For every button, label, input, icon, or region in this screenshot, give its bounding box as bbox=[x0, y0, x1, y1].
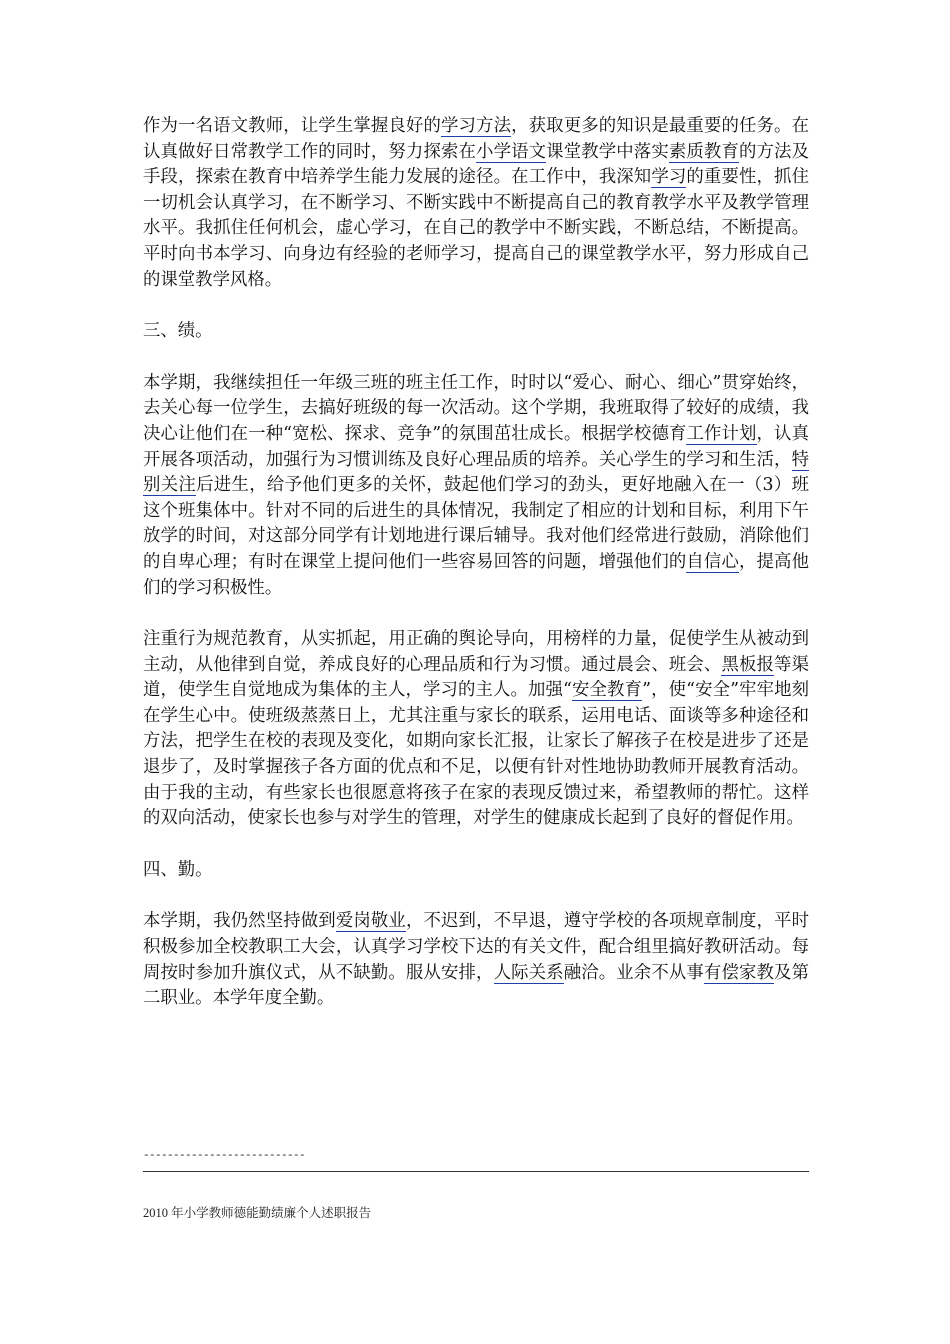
keyword-link[interactable]: 学习方法 bbox=[441, 116, 512, 136]
text-run: 本学期，我仍然坚持做到 bbox=[143, 911, 336, 932]
text-run: 及第二职业。本学年度全勤。 bbox=[143, 962, 809, 1009]
text-run: 作为一名语文教师，让学生掌握良好的 bbox=[143, 116, 441, 136]
keyword-link[interactable]: 自信心 bbox=[686, 551, 739, 572]
keyword-link[interactable]: 黑板报 bbox=[721, 654, 775, 675]
keyword-link[interactable]: 小学语文 bbox=[476, 141, 547, 162]
keyword-link[interactable]: 素质教育 bbox=[668, 141, 739, 162]
text-run: 等渠道，使学生自觉地成为集体的主人，学习的主人。加强“ bbox=[143, 654, 809, 701]
text-run: 课堂教学中落实 bbox=[546, 141, 669, 162]
keyword-link[interactable]: 有偿家教 bbox=[703, 962, 775, 983]
keyword-link[interactable]: 人际关系 bbox=[493, 962, 564, 983]
text-run: 融洽。业余不从事 bbox=[563, 962, 704, 983]
text-run: 后进生，给予他们更多的关怀，鼓起他们学习的劲头，更好地融入在一（3）班这个班集体中。针对不同的后进生的具体情况，我制定了相应的计划和目标，利用下午放学的时间，对这部分同学有计划地进行课后辅导。我对他们经常进行鼓励，消除他们的自卑心理；有时在课堂上提问他们一些容易回答的问题，增强他们的 bbox=[143, 475, 809, 572]
text-run: 的方法及手段，探索在教育中培养学生能力发展的途径。在工作中，我深知 bbox=[143, 141, 809, 188]
text-run: ，不迟到，不早退，遵守学校的各项规章制度，平时积极参加全校教职工大会，认真学习学校下达的有关文件，配合组里搞好教研活动。每周按时参加升旗仪式，从不缺勤。服从安排， bbox=[143, 911, 809, 983]
keyword-link[interactable]: 学习 bbox=[651, 167, 687, 188]
section-heading-diligence: 四、勤。 bbox=[143, 859, 213, 880]
text-run: 注重行为规范教育，从实抓起，用正确的舆论导向，用榜样的力量，促使学生从被动到主动，从他律到自觉，养成良好的心理品质和行为习惯。通过晨会、班会、 bbox=[143, 629, 809, 675]
document-body bbox=[143, 114, 809, 1038]
text-run: ”，使“安全”牢牢地刻在学生心中。使班级蒸蒸日上，尤其注重与家长的联系，运用电话、面谈等多种途径和方法，把学生在校的表现及变化，如期向家长汇报，让家长了解孩子在校是进步了还是退步了，及时掌握孩子各方面的优点和不足，以便有针对性地协助教师开展教育活动。由于我的主动，有些家长也很愿意将孩子在家的表现反馈过来，希望教师的帮忙。这样的双向活动，使家长也参与对学生的管理，对学生的健康成长起到了良好的督促作用。 bbox=[143, 680, 809, 829]
text-run: ，获取更多的知识是最重要的任务。在认真做好日常教学工作的同时，努力探索在 bbox=[143, 116, 809, 162]
keyword-link[interactable]: 安全教育 bbox=[571, 680, 643, 701]
text-run: ，认真开展各项活动，加强行为习惯训练及良好心理品质的培养。关心学生的学习和生活， bbox=[143, 423, 809, 470]
text-run: 本学期，我继续担任一年级三班的班主任工作，时时以“爱心、耐心、细心”贯穿始终，去关心每一位学生，去搞好班级的每一次活动。这个学期，我班取得了较好的成绩，我决心让他们在一种“宽松、探求、竞争”的氛围茁壮成长。根据学校德育 bbox=[143, 372, 809, 444]
footer-title: 2010 年小学教师德能勤绩廉个人述职报告 bbox=[143, 1206, 372, 1220]
section-heading-achievement: 三、绩。 bbox=[143, 321, 213, 342]
keyword-link[interactable]: 特别关注 bbox=[143, 449, 809, 496]
paragraph-class-teacher bbox=[143, 371, 809, 601]
paragraph-attendance bbox=[143, 909, 809, 1011]
keyword-link[interactable]: 爱岗敬业 bbox=[335, 911, 406, 932]
footer-divider bbox=[143, 1171, 809, 1172]
paragraph-behavior-education bbox=[143, 627, 809, 832]
paragraph-study bbox=[143, 114, 809, 293]
footnote-separator: --------------------------- bbox=[143, 1150, 306, 1162]
text-run: 的重要性，抓住一切机会认真学习，在不断学习、不断实践中不断提高自己的教育教学水平及教学管理水平。我抓住任何机会，虚心学习，在自己的教学中不断实践，不断总结，不断提高。平时向书本学习、向身边有经验的老师学习，提高自己的课堂教学水平，努力形成自己的课堂教学风格。 bbox=[143, 167, 809, 290]
text-run: ，提高他们的学习积极性。 bbox=[143, 551, 809, 598]
keyword-link[interactable]: 工作计划 bbox=[686, 423, 757, 444]
